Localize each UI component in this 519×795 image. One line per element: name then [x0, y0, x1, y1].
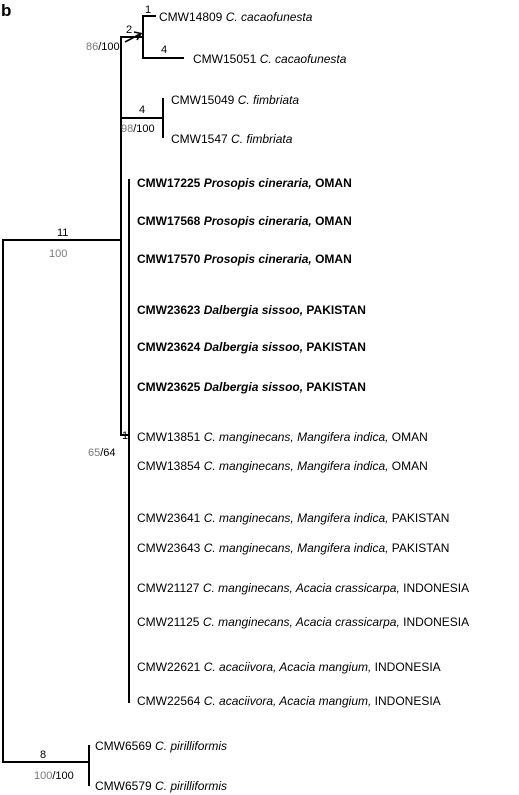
taxon-label-cmw22621: CMW22621 C. acaciivora, Acacia mangium, INDONESIA	[137, 660, 441, 674]
taxon-label-cmw23643: CMW23643 C. manginecans, Mangifera indica, PAKISTAN	[137, 541, 450, 555]
taxon-label-cmw22564: CMW22564 C. acaciivora, Acacia mangium, INDONESIA	[137, 694, 441, 708]
taxon-label-cmw17568: CMW17568 Prosopis cineraria, OMAN	[137, 214, 352, 228]
main-clade-length: 11	[57, 227, 69, 239]
taxon-label-cmw6569: CMW6569 C. pirilliformis	[95, 739, 228, 753]
fimbriata-support: 98/100	[121, 123, 155, 135]
taxon-label-cmw23641: CMW23641 C. manginecans, Mangifera indica, PAKISTAN	[137, 511, 450, 525]
cacao-support: 86/100	[86, 41, 120, 53]
cacao-length-1: 1	[145, 4, 152, 16]
cacao-node-length: 2	[126, 24, 133, 36]
manginecans-support: 65/64	[88, 447, 116, 459]
taxon-label-cmw6579: CMW6579 C. pirilliformis	[95, 779, 228, 793]
taxon-label-cmw1547: CMW1547 C. fimbriata	[171, 132, 293, 146]
taxon-label-cmw15049: CMW15049 C. fimbriata	[171, 93, 300, 107]
cacao-length-2: 4	[161, 44, 168, 56]
taxon-label-cmw21127: CMW21127 C. manginecans, Acacia crassicarpa, INDONESIA	[137, 581, 470, 595]
taxon-label-cmw23623: CMW23623 Dalbergia sissoo, PAKISTAN	[137, 303, 366, 317]
panel-label: b	[1, 1, 12, 20]
fimbriata-length: 4	[139, 104, 146, 116]
taxon-label-cmw15051: CMW15051 C. cacaofunesta	[193, 52, 347, 66]
taxon-label-cmw13854: CMW13854 C. manginecans, Mangifera indica, OMAN	[137, 459, 428, 473]
pirilliformis-support: 100/100	[34, 770, 74, 782]
pirilliformis-length: 8	[40, 749, 47, 761]
taxon-label-cmw21125: CMW21125 C. manginecans, Acacia crassicarpa, INDONESIA	[137, 615, 470, 629]
main-clade-support: 100	[49, 248, 68, 260]
taxon-label-cmw17570: CMW17570 Prosopis cineraria, OMAN	[137, 252, 352, 266]
taxon-label-cmw17225: CMW17225 Prosopis cineraria, OMAN	[137, 176, 352, 190]
taxon-label-cmw23625: CMW23625 Dalbergia sissoo, PAKISTAN	[137, 380, 366, 394]
taxon-label-cmw14809: CMW14809 C. cacaofunesta	[159, 10, 313, 24]
taxon-label-cmw23624: CMW23624 Dalbergia sissoo, PAKISTAN	[137, 340, 366, 354]
manginecans-length: 1	[122, 430, 129, 442]
taxon-label-cmw13851: CMW13851 C. manginecans, Mangifera indica, OMAN	[137, 430, 428, 444]
